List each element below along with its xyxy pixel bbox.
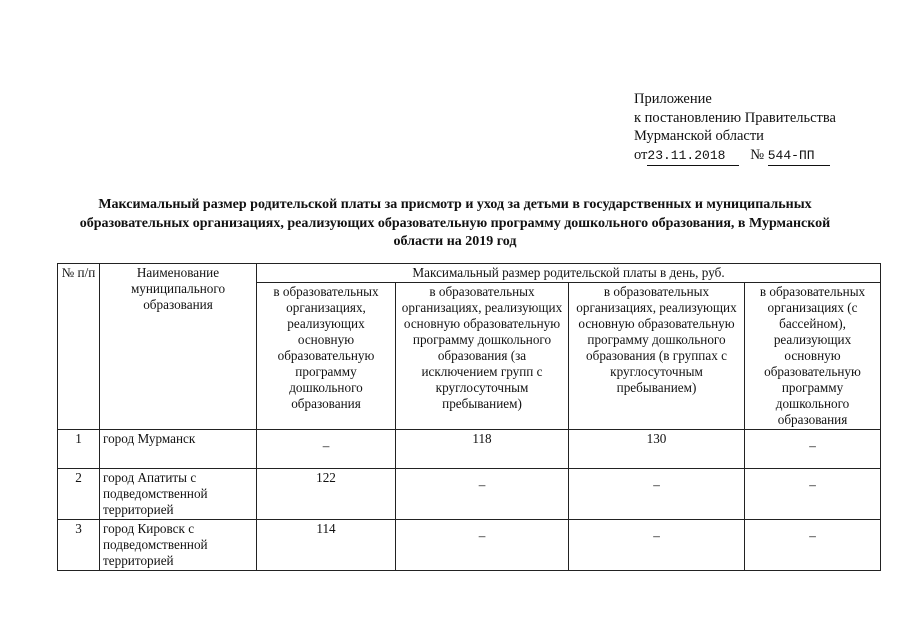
- cell-value: –: [809, 438, 816, 453]
- row-cell-4: [745, 469, 881, 520]
- number-sign: №: [750, 146, 765, 163]
- header-col-3: в образовательных организациях, реализующих основную образовательную программу дошкольного образования (в группах с круглосуточным пребыванием): [569, 283, 745, 430]
- row-name: город Апатиты с подведомственной территорией: [100, 469, 257, 520]
- header-row-1: [58, 264, 881, 283]
- fee-table: [57, 263, 881, 571]
- row-cell-4: [745, 520, 881, 571]
- row-name: город Кировск с подведомственной территорией: [100, 520, 257, 571]
- cell-value: –: [322, 438, 330, 453]
- header-name: Наименование муниципального образования: [100, 264, 257, 430]
- table-row: [58, 469, 881, 520]
- header-col-4: в образовательных организациях (с бассейном), реализующих основную образовательную программу дошкольного образования: [745, 283, 881, 430]
- row-num: 2: [58, 469, 100, 520]
- row-cell-1: 114: [257, 520, 396, 571]
- row-cell-2: [396, 469, 569, 520]
- cell-value: –: [478, 528, 486, 543]
- table-row: [58, 520, 881, 571]
- resolution-number: 544-ПП: [768, 147, 830, 167]
- cell-value: –: [809, 528, 816, 543]
- cell-value: –: [653, 528, 660, 543]
- row-cell-3: 130: [569, 430, 745, 469]
- resolution-date: 23.11.2018: [647, 147, 739, 167]
- row-cell-2: 118: [396, 430, 569, 469]
- row-num: 3: [58, 520, 100, 571]
- row-cell-1: [257, 430, 396, 469]
- row-cell-1: 122: [257, 469, 396, 520]
- row-name: город Мурманск: [100, 430, 257, 469]
- row-cell-4: [745, 430, 881, 469]
- from-prefix: от: [634, 146, 648, 163]
- header-group: Максимальный размер родительской платы в день, руб.: [257, 264, 881, 283]
- header-col-2: в образовательных организациях, реализующих основную образовательную программу дошкольного образования (за исключением групп с круглосуточным пребыванием): [396, 283, 569, 430]
- row-cell-3: [569, 520, 745, 571]
- header-num: № п/п: [58, 264, 100, 430]
- row-cell-3: [569, 469, 745, 520]
- appendix-line-2: к постановлению Правительства: [634, 109, 836, 126]
- appendix-date-line: [634, 146, 836, 167]
- header-col-1: в образовательных организациях, реализующих основную образовательную программу дошкольного образования: [257, 283, 396, 430]
- document-title: Максимальный размер родительской платы за присмотр и уход за детьми в государственных и муниципальных образовательных организациях, реализующих образовательную программу дошкольного образования, в Мурманской области на 2019 год: [79, 197, 831, 249]
- table-row: [58, 430, 881, 469]
- cell-value: –: [653, 477, 660, 492]
- appendix-line-1: Приложение: [634, 91, 712, 107]
- cell-value: –: [478, 477, 486, 492]
- cell-value: –: [809, 477, 816, 492]
- appendix-line-3: Мурманской области: [634, 128, 764, 144]
- appendix-block: [634, 90, 836, 166]
- row-num: 1: [58, 430, 100, 469]
- row-cell-2: [396, 520, 569, 571]
